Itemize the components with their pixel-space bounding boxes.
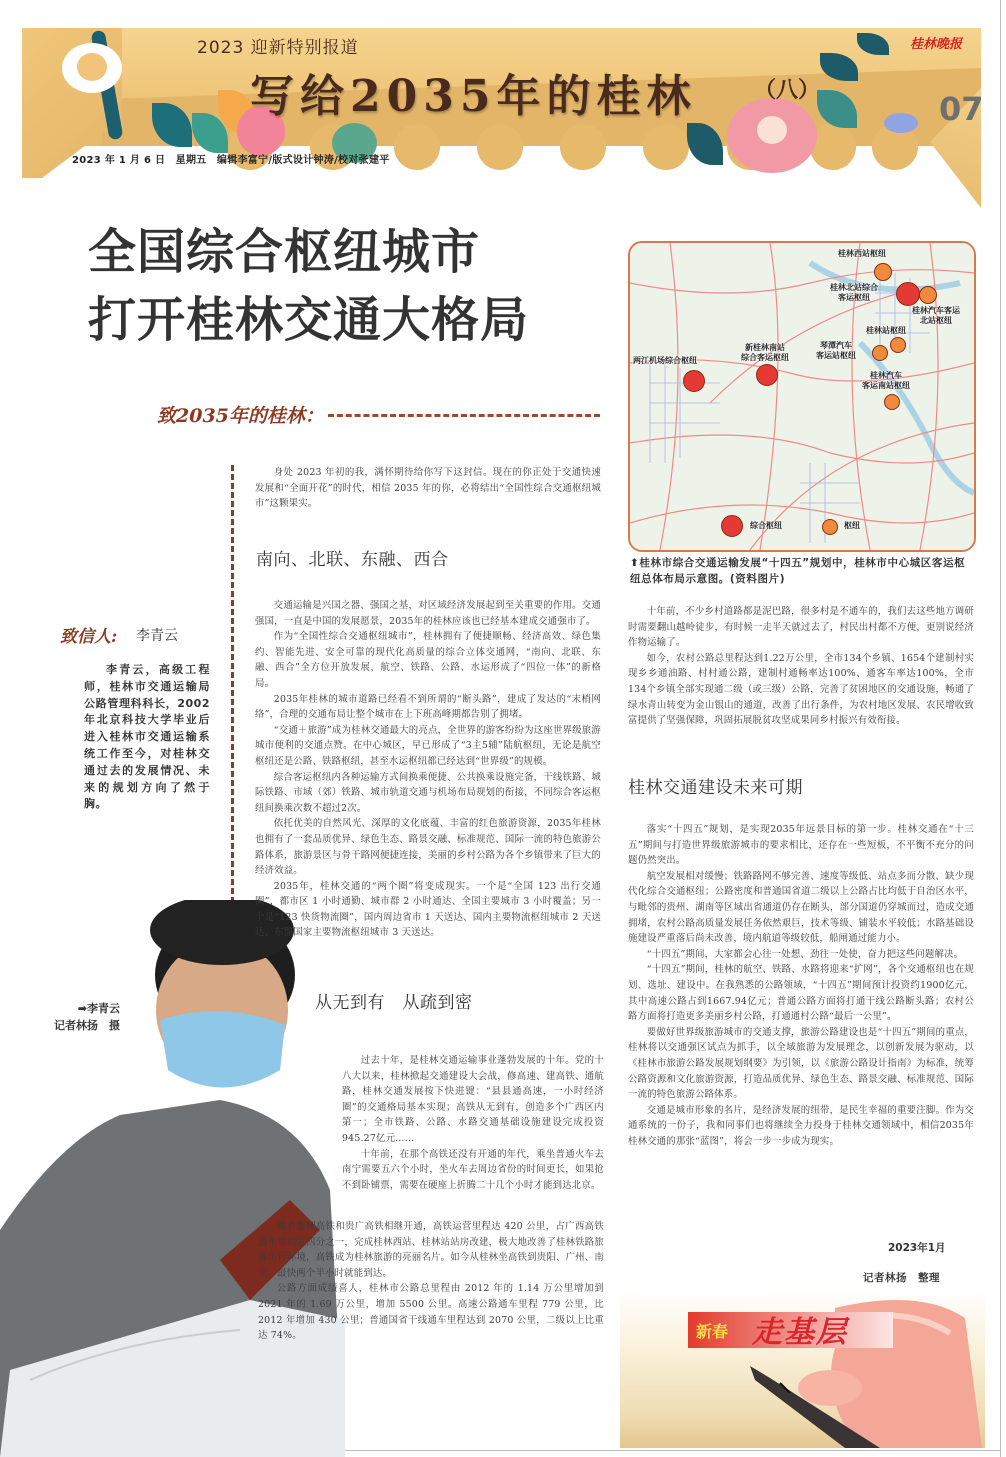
section-title: 从无到有 从疏到密 [315, 993, 473, 1013]
hub-label: 新桂林南站 综合客运枢纽 [741, 343, 789, 362]
banner-grassroots-label: 走基层 [752, 1315, 848, 1350]
paragraph: “十四五”期间，大家都会心往一处想、劲往一处使，奋力把这些问题解决。 [646, 948, 964, 960]
headline-line-1: 全国综合枢纽城市 [88, 224, 481, 280]
sender-bio: 李青云，高级工程师，桂林市交通运输局公路管理科科长，2002年北京科技大学毕业后进入桂林市交通运输系统工作至今，对桂林交通过去的发展情况、未来的规划方向了然于胸。 [84, 663, 210, 811]
paragraph: “交通＋旅游”成为桂林交通最大的亮点，全世界的游客纷纷为这座世界级旅游城市便利的交通点赞。在中心城区，早已形成了“3主5辅”陆航枢纽，无论是航空枢纽还是公路、铁路枢纽，甚至水运枢纽都已经达到“世界级”的规模。 [255, 724, 601, 767]
paragraph: 随着衡柳高铁和贵广高铁相继开通，高铁运营里程达 420 公里，占广西高铁通车里程近四分之一，完成桂林西站、桂林站站房改建，极大地改善了桂林铁路旅客出行环境，高铁成为桂林旅游的亮丽名片。如今从桂林坐高铁到贵阳、广州、南宁，最快两个半小时就能到达。 [258, 1221, 604, 1279]
paragraph: 航空发展相对缓慢；铁路路网不够完善、速度等级低、站点多而分散、缺少现代化综合交通枢纽；公路密度和普通国省道二级以上公路占比均低于自治区水平，与毗邻的贵州、湖南等区域出省通道仍存在断头，部分国道仍穿城而过，造成交通拥堵，农村公路高质量发展任务依然艰巨，技术等级、铺装水平较低；水路基础设施建设严重落后尚未改善，境内航道等级较低，船闸通过能力小。 [628, 870, 974, 945]
integrated-hub-marker [756, 364, 778, 386]
integrated-hub-marker [683, 370, 705, 392]
section-body [628, 822, 974, 1149]
issue-meta: 2023 年 1 月 6 日 星期五 编辑李富宁/版式设计钟涛/校对张建平 [72, 155, 390, 166]
portrait-photo [0, 900, 345, 1457]
legend-hub-swatch [822, 519, 838, 535]
series-number: （八） [754, 78, 821, 103]
headline [88, 218, 529, 354]
paragraph: 2035年，桂林交通的“两个圈”将变成现实。一个是“全国 123 出行交通圈”，都市区 1 小时通勤、城市群 2 小时通达、全国主要城市 3 小时覆盖；另一个是“123 快货物流圈”，国内周边省市 1 天送达、国内主要物流枢纽城市 2 天送达、东盟国家主要物流枢纽城市 3 天送达。 [255, 880, 601, 939]
paragraph: 综合客运枢纽内各种运输方式间换乘便捷、公共换乘设施完备，干线铁路、城际铁路、市域（郊）铁路、城市轨道交通与机场布局规划的衔接，不同综合客运枢纽间换乘次数不超过2次。 [255, 771, 601, 814]
sender-name: 李青云 [136, 628, 178, 644]
page-edge-right [1000, 0, 1001, 1457]
flower-center-icon [757, 116, 787, 144]
paragraph: 公路方面成绩喜人，桂林市公路总里程由 2012 年的 1.14 万公里增加到 2021 年的 1.69 万公里，增加 5500 公里。高速公路通车里程 779 公里，比 2012 年增加 430 公里；普通国省干线通车里程达到 2070 公里，二级以上比重达 74%。 [258, 1283, 604, 1342]
hub-layout-map [628, 241, 976, 552]
newspaper-logo: 桂林晚报 [910, 37, 963, 52]
hub-label: 桂林站枢纽 [866, 326, 906, 335]
paragraph: 交通是城市形象的名片，是经济发展的纽带，是民生幸福的重要注脚。作为交通系统的一份子，我和同事们也将继续全力投身于桂林交通领域中，相信2035年桂林交通的那张“蓝图”，将会一步一步成为现实。 [628, 1104, 974, 1147]
salutation-dashed-line [328, 414, 600, 417]
column-title: 写给2035年的桂林 [250, 71, 697, 122]
photo-subject: ➡李青云 [77, 1002, 120, 1015]
integrated-hub-marker [896, 282, 920, 306]
paragraph: 作为“全国性综合交通枢纽城市”，桂林拥有了便捷顺畅、经济高效、绿色集约、智能先进、安全可靠的现代化高质量的综合立体交通网，“南向、北联、东融、西合”全方位开放发展，航空、铁路、公路、水运形成了“四位一体”的新格局。 [255, 631, 601, 689]
hub-marker [872, 345, 888, 361]
paragraph: 过去十年，是桂林交通运输事业蓬勃发展的十年。党的十八大以来，桂林掀起交通建设大会战，修高速、建高铁、通航路，桂林交通发展按下快进键：“县县通高速，一小时经济圈”的交通格局基本实现；高铁从无到有，创造多个广西区内第一；全市铁路、公路、水路交通基础设施建设完成投资945.27亿元…… [342, 1055, 604, 1144]
legend-label: 枢纽 [844, 521, 860, 530]
mask-shape [160, 1011, 285, 1087]
paragraph: 2035年桂林的城市道路已经看不到所谓的“断头路”，建成了发达的“末梢网络”，合理的交通布局让整个城市在上下班高峰期都告别了拥堵。 [255, 693, 601, 721]
paragraph: “十四五”期间，桂林的航空、铁路、水路将迎来“扩网”，各个交通枢纽也在规划、选址、建设中。在我熟悉的公路领域，“十四五”期间预计投资约1900亿元，其中高速公路占到1667.94亿元；普通公路方面将打通干线公路断头路；农村公路方面将打造更多美丽乡村公路，打通通村公路“最后一公里”。 [628, 964, 974, 1023]
photo-illustration [0, 900, 345, 1457]
paragraph: 依托优美的自然风光、深厚的文化底蕴、丰富的红色旅游资源，2035年桂林也拥有了一套品质优异、绿色生态、路景交融、标准规范、国际一流的特色旅游公路体系，旅游景区与骨干路网便捷连接，美丽的乡村公路为各个乡镇带来了巨大的经济效益。 [255, 818, 601, 877]
special-report-label: 2023 迎新特别报道 [197, 38, 359, 58]
flower-center-icon [77, 53, 107, 81]
hub-marker [890, 337, 906, 353]
letter-date: 2023年1月 [888, 1242, 946, 1254]
scallop-decoration [643, 124, 689, 170]
hub-label: 桂林西站枢纽 [838, 249, 886, 258]
salutation: 致2035年的桂林： [157, 405, 324, 427]
paragraph: 如今，农村公路总里程达到1.22万公里，全市134个乡镇、1654个建制村实现乡乡通油路、村村通公路，建制村通畅率达100%、通客车率达100%，全市134个乡镇全部实现通二级（或三级）公路，完善了贫困地区的交通设施，畅通了绿水青山转变为金山银山的通道，改善了出行条件，为农村地区发展、农民增收致富提供了坚强保障，巩固拓展脱贫攻坚成果同乡村振兴有效衔接。 [628, 652, 974, 727]
paragraph: 身处 2023 年初的我，满怀期待给你写下这封信。现在的你正处于交通快速发展和“全面开花”的时代，相信 2035 年的你，必将结出“全国性综合交通枢纽城市”这颗果实。 [255, 467, 601, 510]
paragraph: 交通运输是兴国之器、强国之基，对区域经济发展起到至关重要的作用。交通强国，一直是中国的发展愿景，2035年的桂林应该也已经基本建成交通强市了。 [255, 600, 601, 627]
section-title: 南向、北联、东融、西合 [256, 550, 449, 570]
rural-roads-section [628, 604, 974, 729]
hub-label: 两江机场综合枢纽 [633, 356, 697, 365]
column-divider [231, 465, 234, 930]
scallop-decoration [810, 124, 856, 170]
scallop-decoration [394, 124, 440, 170]
legend-label: 综合枢纽 [750, 521, 782, 530]
photo-credit: 记者林扬 摄 [54, 1019, 120, 1032]
section-body [342, 1053, 604, 1193]
page-number: 07 [939, 90, 984, 128]
paragraph: 要做好世界级旅游城市的交通支撑，旅游公路建设也是“十四五”期间的重点，桂林将以交通强区试点为抓手，以全域旅游为发展理念，以创新发展为驱动，以《桂林市旅游公路发展规划纲要》为引领，以《旅游公路设计指南》为标准，统筹公路资源和文化旅游资源，打造品质优异、绿色生态、路景交融、标准规范、国际一流的特色旅游公路体系。 [628, 1026, 974, 1101]
paragraph: 落实“十四五”规划，是实现2035年远景目标的第一步。桂林交通在“十三五”期间与打造世界级旅游城市的要求相比，还存在一些短板，不平衡不充分的问题仍然突出。 [628, 824, 974, 867]
hub-marker [874, 263, 892, 281]
hub-marker [919, 286, 937, 304]
banner-new-year-label: 新春 [696, 1322, 729, 1341]
reporter-credit: 记者林扬 整理 [863, 1272, 940, 1284]
headline-line-2: 打开桂林交通大格局 [88, 292, 530, 348]
map-caption: ⬆桂林市综合交通运输发展“十四五”规划中，桂林市中心城区客运枢纽总体布局示意图。(资料图片) [630, 557, 966, 585]
hub-label: 桂林汽车客运 北站枢纽 [912, 306, 960, 325]
section-body-continued [258, 1219, 604, 1344]
scallop-decoration [560, 124, 606, 170]
paragraph: 十年前，不少乡村道路都是泥巴路，很多村是不通车的，我们去这些地方调研时需要翻山越岭徒步，有时候一走半天就过去了，村民出村都不方便，更别说经济作物运输了。 [628, 606, 974, 649]
legend-integrated-swatch [721, 515, 743, 537]
hub-label: 桂林汽车 客运南站枢纽 [862, 371, 910, 390]
section-title: 桂林交通建设未来可期 [628, 778, 803, 798]
hub-label: 桂林北站综合 客运枢纽 [830, 283, 878, 302]
blue-flower-icon [884, 113, 918, 133]
section-body [255, 598, 601, 941]
sender-label: 致信人: [60, 627, 118, 647]
letter-intro [255, 465, 601, 512]
paragraph: 十年前，在那个高铁还没有开通的年代，乘坐普通火车去南宁需要五六个小时，坐火车去周边省份的时间更长，如果抢不到卧铺票，需要在硬座上折腾二十几个小时才能到达北京。 [342, 1148, 604, 1191]
scallop-decoration [477, 124, 523, 170]
masthead [22, 28, 984, 178]
hub-marker [884, 394, 900, 410]
hub-label: 琴潭汽车 客运站枢纽 [816, 341, 856, 360]
photo-caption [48, 1000, 120, 1034]
